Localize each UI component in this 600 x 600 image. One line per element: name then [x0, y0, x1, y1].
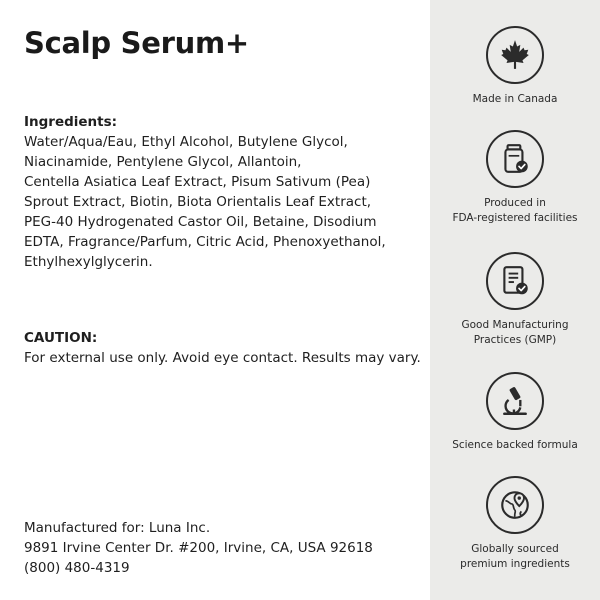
- badges-panel: [430, 0, 600, 600]
- badge-circle: [486, 476, 544, 534]
- maple-leaf-icon: [498, 38, 532, 72]
- badge-label-line: Science backed formula: [452, 439, 578, 451]
- badge-label: [430, 542, 600, 572]
- ingredients-line: Water/Aqua/Eau, Ethyl Alcohol, Butylene Glycol,: [24, 134, 348, 150]
- ingredients-line: Sprout Extract, Biotin, Biota Orientalis Leaf Extract,: [24, 194, 372, 210]
- badge-circle: [486, 372, 544, 430]
- ingredients-line: Centella Asiatica Leaf Extract, Pisum Sativum (Pea): [24, 174, 371, 190]
- globe-pin-icon: [498, 488, 532, 522]
- badge-circle: [486, 252, 544, 310]
- ingredients-line: Ethylhexylglycerin.: [24, 254, 153, 270]
- badge-label-line: Made in Canada: [472, 93, 558, 105]
- manufacturer-section: [24, 518, 424, 578]
- ingredients-section: [24, 112, 424, 272]
- document-check-icon: [498, 264, 532, 298]
- manufacturer-address: 9891 Irvine Center Dr. #200, Irvine, CA, USA 92618: [24, 540, 373, 556]
- badge-label: [430, 318, 600, 348]
- badge-label-line: Practices (GMP): [473, 334, 557, 346]
- manufacturer-phone: (800) 480-4319: [24, 560, 130, 576]
- badge-science-backed: [430, 372, 600, 453]
- badge-made-in-canada: [430, 26, 600, 107]
- badge-label: [430, 92, 600, 107]
- ingredients-list: [24, 132, 424, 272]
- badge-label-line: Globally sourced: [471, 543, 559, 555]
- manufacturer-name: Manufactured for: Luna Inc.: [24, 520, 211, 536]
- product-title: Scalp Serum+: [24, 26, 249, 60]
- ingredients-heading: Ingredients:: [24, 114, 118, 130]
- caution-heading: CAUTION:: [24, 330, 98, 346]
- caution-section: [24, 328, 424, 368]
- ingredients-line: Niacinamide, Pentylene Glycol, Allantoin,: [24, 154, 302, 170]
- microscope-icon: [498, 384, 532, 418]
- caution-text: For external use only. Avoid eye contact. Results may vary.: [24, 350, 421, 366]
- badge-label-line: premium ingredients: [460, 558, 570, 570]
- badge-label-line: FDA-registered facilities: [452, 212, 578, 224]
- badge-circle: [486, 130, 544, 188]
- badge-label-line: Good Manufacturing: [461, 319, 569, 331]
- badge-label: [430, 196, 600, 226]
- ingredients-line: EDTA, Fragrance/Parfum, Citric Acid, Phenoxyethanol,: [24, 234, 386, 250]
- badge-circle: [486, 26, 544, 84]
- badge-fda-facilities: [430, 130, 600, 226]
- badge-label-line: Produced in: [484, 197, 546, 209]
- badge-globally-sourced: [430, 476, 600, 572]
- badge-gmp: [430, 252, 600, 348]
- badge-label: [430, 438, 600, 453]
- ingredients-line: PEG-40 Hydrogenated Castor Oil, Betaine, Disodium: [24, 214, 377, 230]
- jar-check-icon: [498, 142, 532, 176]
